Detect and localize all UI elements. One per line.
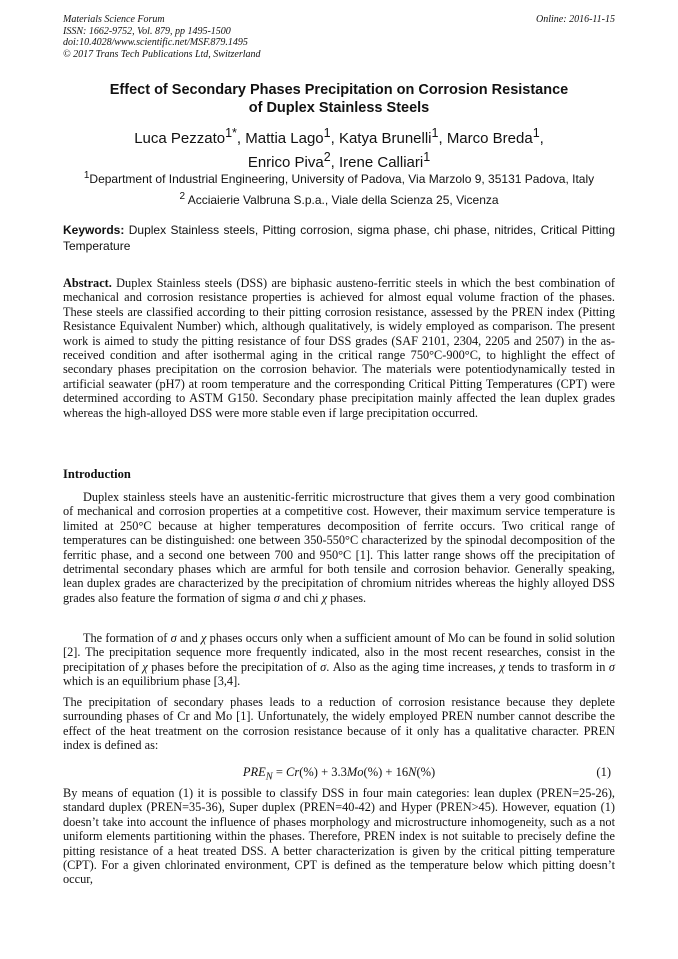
- sigma-symbol: σ: [170, 631, 177, 645]
- journal-name: Materials Science Forum: [63, 14, 165, 25]
- keywords: [63, 223, 615, 254]
- affiliation-mark: 2: [179, 191, 186, 202]
- section-heading-introduction: Introduction: [63, 467, 131, 481]
- journal-header: [63, 14, 261, 60]
- intro-paragraph-2: The formation of σ and χ phases occurs only when a sufficient amount of Mo can be found in solid solution [2]. The precipitation sequence more frequently indicated, also in the most recent researches, consist in the precipitation of χ phases before the precipitation of σ. Also as the aging time increases, χ tends to trasform in σ which is an equilibrium phase [3,4].: [63, 631, 616, 689]
- keywords-label: Keywords:: [63, 223, 125, 237]
- chi-symbol: χ: [142, 659, 148, 674]
- sigma-symbol: σ: [273, 590, 280, 605]
- author-name: Marco Breda: [446, 130, 533, 147]
- chi-symbol: χ: [321, 590, 328, 605]
- issn-line: ISSN: 1662-9752, Vol. 879, pp 1495-1500: [63, 25, 231, 37]
- affiliation-text: Acciaierie Valbruna S.p.a., Viale della Scienza 25, Vicenza: [185, 193, 499, 207]
- author-name: Katya Brunelli: [338, 130, 432, 147]
- abstract-text: Duplex Stainless steels (DSS) are biphasic austeno-ferritic steels in which the best combination of mechanical and corrosion resistance properties is achieved for almost equal volume fraction of the phases. These steels are classified according to their pitting corrosion resistance, assessed by the PREN index (Pitting Resistance Equivalent Number) which, although qualitatively, is widely employed as comparison. The present work is aimed to study the pitting resistance of four DSS grades (SAF 2101, 2304, 2205 and 2507) in the as-received condition and after isothermal aging in the critical range 750°C-900°C, to highlight the effect of secondary phases precipitation on the corrosion behavior. The materials were potentiodynamically tested in artificial seawater (pH7) at room temperature and the corresponding Critical Pitting Temperatures (CPT) were determined according to ASTM G150. Secondary phase precipitation mainly affected the lean duplex grades whereas the high-alloyed DSS were more stable even if large precipitation occurred.: [63, 276, 615, 420]
- author-name: Mattia Lago: [245, 130, 324, 147]
- paper-title: [63, 81, 615, 117]
- intro-paragraph-3: The precipitation of secondary phases leads to a reduction of corrosion resistance because they deplete surrounding phases of Cr and Mo [1]. Unfortunately, the widely employed PREN number cannot describe the effect of the heat treatment on the corrosion resistance because of it only has a qualitative character. PREN index is defined as:: [63, 695, 615, 753]
- chi-symbol: χ: [201, 631, 207, 645]
- keywords-text: Duplex Stainless steels, Pitting corrosion, sigma phase, chi phase, nitrides, Critical Pitting Temperature: [63, 223, 615, 253]
- author-name: Enrico Piva: [247, 154, 324, 171]
- abstract-label: Abstract.: [63, 276, 112, 290]
- copyright-line: © 2017 Trans Tech Publications Ltd, Switzerland: [63, 48, 261, 60]
- author-name: Luca Pezzato: [134, 130, 226, 147]
- author-affiliation-mark: 1: [532, 126, 540, 140]
- author-affiliation-mark: 1: [423, 150, 431, 164]
- sigma-symbol: σ: [320, 659, 327, 674]
- chi-symbol: χ: [499, 659, 505, 674]
- title-line-1: Effect of Secondary Phases Precipitation on Corrosion Resistance: [109, 82, 569, 98]
- author-affiliation-mark: 2: [323, 150, 331, 164]
- author-affiliation-mark: 1: [323, 126, 331, 140]
- online-date: Online: 2016-11-15: [536, 14, 615, 25]
- affiliation-1: [63, 168, 615, 187]
- intro-paragraph-1: Duplex stainless steels have an austenitic-ferritic microstructure that gives them a very good combination of mechanical and corrosion properties at a competitive cost. However, their maximum service temperature is limited at 250°C because at higher temperatures decomposition of ferrite occurs. Two critical range of temperatures can be distinguished: one between 350-550°C characterized by the spinodal decomposition of the ferritic phase, and a second one between 700 and 950°C [1]. This latter range shows off the precipitation of detrimental secondary phases which are armful for both tensile and corrosion behavior. Generally speaking, lean duplex grades are characterized by the precipitation of chromium nitrides whereas the highly alloyed DSS grades also feature the formation of sigma σ and chi χ phases.: [63, 490, 615, 605]
- equation-1: [63, 765, 615, 781]
- affiliation-text: Department of Industrial Engineering, University of Padova, Via Marzolo 9, 35131 Padova, Italy: [89, 172, 595, 186]
- abstract: [63, 276, 615, 420]
- author-affiliation-mark: 1: [431, 126, 439, 140]
- author-name: Irene Calliari: [339, 154, 424, 171]
- affiliation-mark: 1: [83, 170, 90, 181]
- author-affiliation-mark: 1*: [225, 126, 237, 140]
- intro-paragraph-4: By means of equation (1) it is possible to classify DSS in four main categories: lean duplex (PREN=25-26), standard duplex (PREN=35-36), Super duplex (PREN=40-42) and Hyper (PREN>45). However, equation (1) doesn’t take into account the influence of phases morphology and microstructure inhomogeneity, such as a not uniform elements partitioning within the phases. Therefore, PREN index is not suitable to precisely define the pitting resistance of a heat treated DSS. A better characterization is given by the critical pitting temperature (CPT). For a given chlorinated environment, CPT is defined as the temperature below which pitting doesn’t occur,: [63, 786, 615, 887]
- author-list: Luca Pezzato$^{1*}$, Mattia Lago$^1$, Katya Brunelli$^1$, Marco Breda$^1$, Enrico Piva$^2$, Irene Calliari$^1$: [134, 126, 544, 171]
- sigma-symbol: σ: [608, 659, 615, 674]
- affiliation-2: [63, 189, 615, 208]
- title-line-2: of Duplex Stainless Steels: [248, 100, 430, 116]
- equation-formula: $PRE_N = Cr(\%) + 3.3Mo(\%) + 16N(\%)$: [242, 765, 436, 783]
- doi-line: doi:10.4028/www.scientific.net/MSF.879.1495: [63, 37, 248, 48]
- equation-number: (1): [596, 765, 611, 779]
